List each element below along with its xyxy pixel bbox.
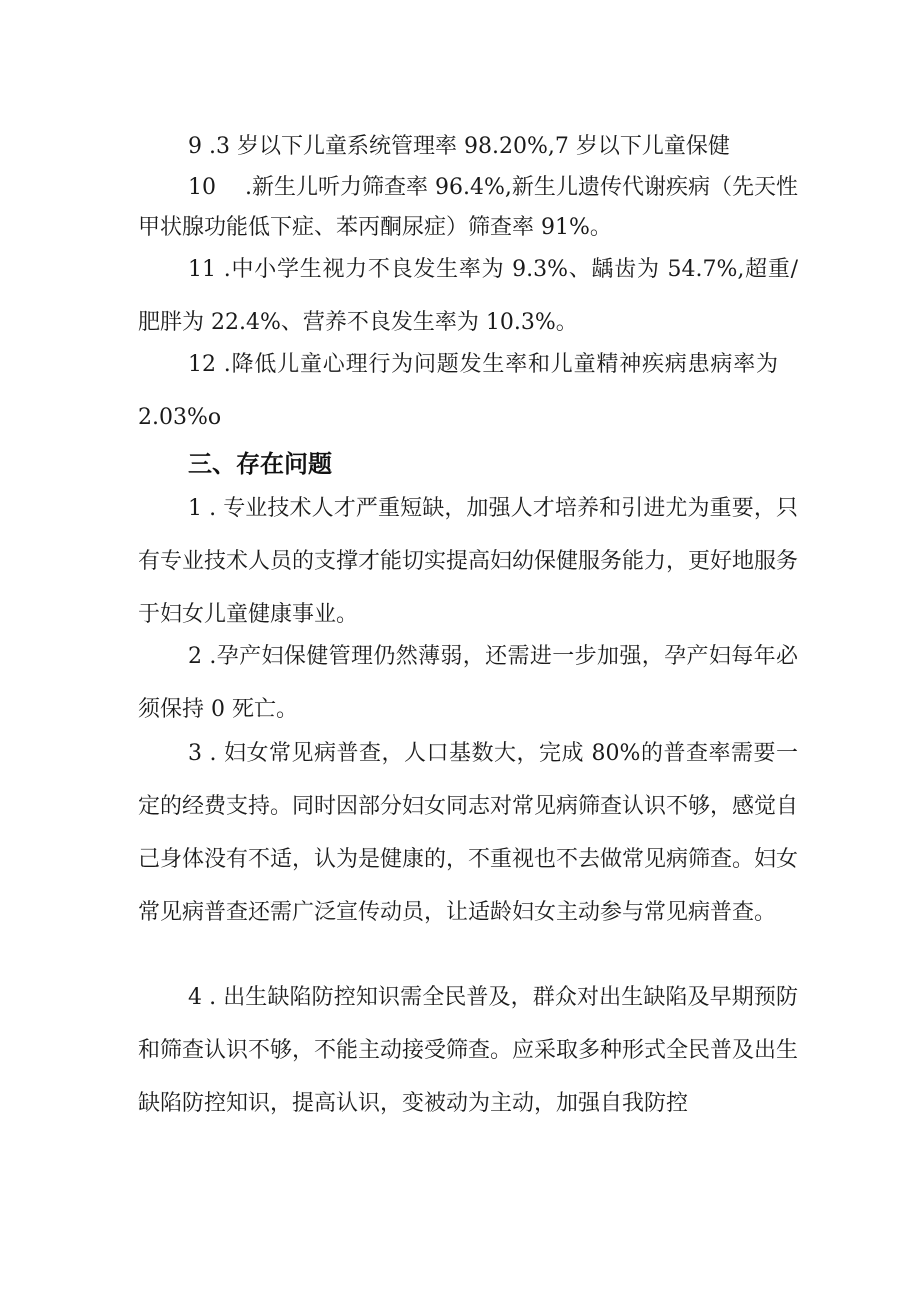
item-12-text: 12 .降低儿童心理行为问题发生率和儿童精神疾病患病率为 2.03%o (138, 352, 778, 430)
problem-2-text: 2 .孕产妇保健管理仍然薄弱，还需进一步加强，孕产妇每年必须保持 0 死亡。 (138, 644, 798, 722)
problem-1-text: 1 . 专业技术人才严重短缺，加强人才培养和引进尤为重要，只有专业技术人员的支撑才能切实提高妇幼保健服务能力，更好地服务于妇女儿童健康事业。 (138, 496, 799, 627)
problem-item-4 (138, 971, 798, 1130)
problem-item-1 (138, 482, 798, 641)
problem-3-text: 3 . 妇女常见病普查，人口基数大，完成 80%的普查率需要一定的经费支持。同时因部分妇女同志对常见病筛查认识不够，感觉自己身体没有不适，认为是健康的，不重视也不去做常见病筛查。妇女常见病普查还需广泛宣传动员，让适龄妇女主动参与常见病普查。 (138, 741, 799, 925)
section-heading: 三、存在问题 (188, 450, 332, 478)
list-item-10 (138, 168, 798, 248)
list-item-12 (138, 338, 778, 444)
list-item-11 (138, 243, 798, 349)
item-9-text: 9 .3 岁以下儿童系统管理率 98.20%,7 岁以下儿童保健 (188, 134, 730, 159)
item-11-text: 11 .中小学生视力不良发生率为 9.3%、龋齿为 54.7%,超重/肥胖为 22.4%、营养不良发生率为 10.3%。 (138, 257, 798, 335)
item-10-text: 10 .新生儿听力筛查率 96.4%,新生儿遗传代谢疾病（先天性甲状腺功能低下症、苯丙酮尿症）筛查率 91%。 (138, 175, 798, 240)
problem-item-3 (138, 727, 798, 939)
problem-item-2 (138, 630, 798, 736)
list-item-9 (138, 120, 798, 173)
problem-4-text: 4 . 出生缺陷防控知识需全民普及，群众对出生缺陷及早期预防和筛查认识不够，不能主动接受筛查。应采取多种形式全民普及出生缺陷防控知识，提高认识，变被动为主动，加强自我防控 (138, 985, 799, 1116)
